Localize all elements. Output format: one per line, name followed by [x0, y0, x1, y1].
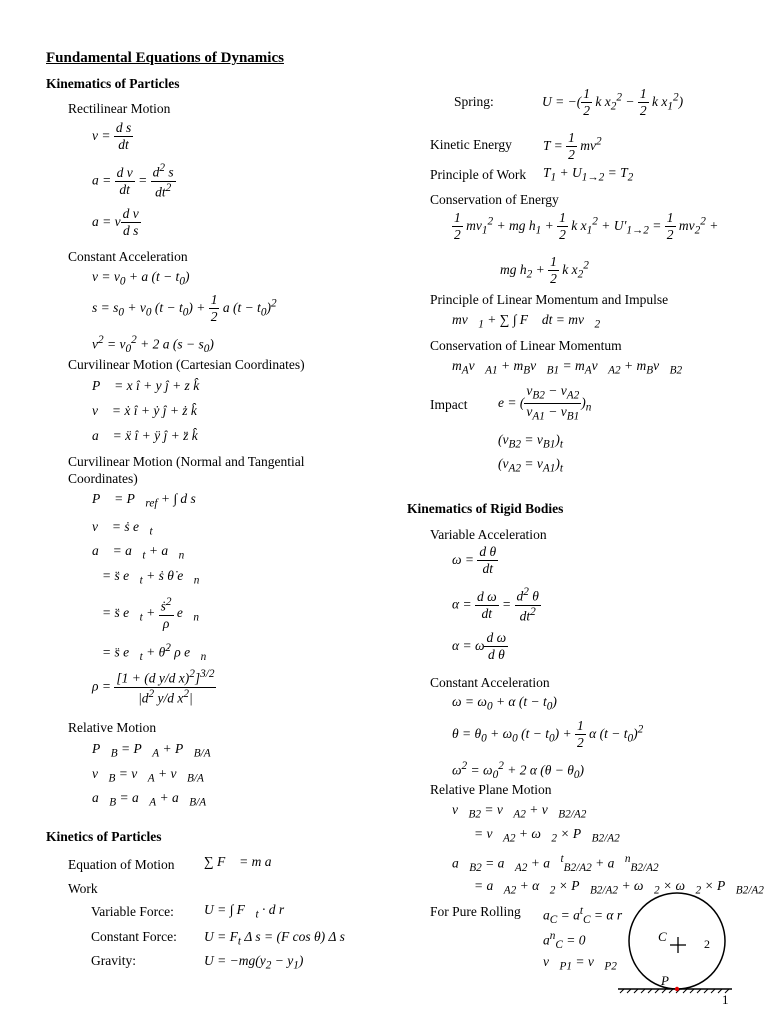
heading-conservation-momentum: Conservation of Linear Momentum	[430, 338, 622, 353]
label-pure-rolling: For Pure Rolling	[430, 904, 521, 919]
eq-accel-nt-3: = s̈ $e⃗_t$ + $\frac{ṡ^2}{\rho}$ $e⃗_n$	[102, 596, 200, 631]
eq-rel-plane-a1: $a⃗_{B2}$ = $a⃗_{A2}$ + a⃗$^t_{B2/A2}$ + a⃗$^n_{B2/A2}$	[452, 853, 659, 875]
eq-work-constant: $U = F_t$ Δ s = (F cos θ) Δ s	[204, 929, 345, 948]
eq-impact-t-a: $(v_{A2} = v_{A1})_t$	[498, 456, 563, 475]
heading-curvilinear-cartesian: Curvilinear Motion (Cartesian Coordinates)	[68, 357, 305, 372]
eq-work-gravity: $U = -mg(y_2 - y_1)$	[204, 953, 304, 972]
eq-work-variable: U = ∫ $F⃗_t \cdot d$ r⃗	[204, 902, 295, 921]
eq-velocity-nt: v⃗ = ṡ $e⃗_t$	[92, 519, 153, 538]
eq-accel-nt-2: = s̈ $e⃗_t$ + ṡ θ̇ $e⃗_n$	[102, 568, 200, 587]
eq-cons-energy-1: $\frac{1}{2}$ $mv_1^2$ + mg $h_1$ + $\frac{1}{2}$ k $x_1^2 + U'_{1\to 2}$ = $\frac{1}{2}$ $mv_2^2$ +	[454, 210, 719, 243]
eq-rel-velocity: $v⃗_B$ = $v⃗_A$ + $v⃗_{B/A}$	[92, 766, 204, 785]
heading-relative-motion: Relative Motion	[68, 720, 157, 735]
eq-omega-const: $\omega = \omega_0 + \alpha$ $(t - t_0)$	[452, 694, 557, 713]
eq-rel-plane-a2: = $a⃗_{A2}$ + $\alpha⃗_2$ × $P⃗_{B2/A2}$ + $\omega⃗_2$ × $\omega⃗_2$ × $P⃗_{B2/A2}$	[474, 878, 764, 897]
eq-v-const: $v = v_0 + a$ $(t - t_0)$	[92, 269, 190, 288]
section-kinetics-particles: Kinetics of Particles	[46, 829, 162, 844]
heading-conservation-energy: Conservation of Energy	[430, 192, 559, 207]
section-kinematics-rigid: Kinematics of Rigid Bodies	[407, 501, 564, 516]
label-impact: Impact	[430, 397, 468, 412]
eq-s-const: $s = s_0 + v_0$ $(t - t_0)$ + $\frac{1}{2}$ a $(t - t_0)^2$	[92, 292, 277, 325]
label-p: P	[661, 973, 669, 988]
eq-rel-accel: $a⃗_B$ = $a⃗_A$ + $a⃗_{B/A}$	[92, 790, 207, 809]
eq-alpha: α = $\frac{\text{d ω}}{dt}$ = $\frac{d^2 \theta}{dt^2}$	[452, 586, 539, 624]
label-principle-of-work: Principle of Work	[430, 167, 527, 182]
eq-radius-curvature: ρ = $\frac{[1 + (d y/d x)^2]^{3/2}}{|d^2 y/d x^2|}$	[92, 668, 215, 706]
eq-restitution: e = ( $\frac{v_{B2} - v_{A2}}{v_{A1} - v_{B1}}$ )$_n$	[498, 383, 592, 423]
heading-constant-acceleration-rigid: Constant Acceleration	[430, 675, 550, 690]
eq-velocity: v = $\frac{\text{d s}}{dt}$	[92, 120, 132, 153]
eq-accel-cartesian: a⃗ = ẍ î + ÿ ĵ + z̈ k̂	[92, 428, 198, 443]
eq-impulse: $mv⃗_1$ + ∑ ∫ F⃗ dt = $mv⃗_2$	[452, 312, 601, 331]
eq-accel-nt-4: = s̈ $e⃗_t$ + θ̇$^2$ ρ $e⃗_n$	[102, 642, 207, 664]
label-spring: Spring:	[454, 94, 494, 109]
eq-cons-momentum: $m_Av⃗_{A1}$ + $m_Bv⃗_{B1}$ = $m_Av⃗_{A2}$ + $m_Bv⃗_{B2}$	[452, 358, 683, 377]
label-equation-of-motion: Equation of Motion	[68, 857, 175, 872]
eq-omega: ω = $\frac{\text{d θ}}{dt}$	[452, 544, 497, 577]
eq-impact-t-b: $(v_{B2} = v_{B1})_t$	[498, 432, 563, 451]
eq-cons-energy-2: mg $h_2$ + $\frac{1}{2}$ k $x_2^2$	[500, 254, 589, 287]
label-kinetic-energy: Kinetic Energy	[430, 137, 512, 152]
eq-v2-const: $v^2 = v_0^2 + 2$ a $(s - s_0)$	[92, 334, 214, 356]
eq-omega2-const: $\omega^2 = \omega_0^2 + 2$ α $(\theta - \theta_0)$	[452, 760, 585, 782]
label-constant-force: Constant Force:	[91, 929, 177, 944]
eq-rel-position: $P⃗_B$ = $P⃗_A$ + $P⃗_{B/A}$	[92, 741, 211, 760]
eq-velocity-cartesian: v⃗ = ẋ î + ẏ ĵ + ż k̂	[92, 403, 197, 418]
label-2: 2	[704, 937, 710, 951]
heading-rectilinear-motion: Rectilinear Motion	[68, 101, 171, 116]
eq-position-cartesian: P⃗ = x î + y ĵ + z k̂	[92, 378, 200, 393]
heading-linear-momentum-impulse: Principle of Linear Momentum and Impulse	[430, 292, 669, 307]
label-work: Work	[68, 881, 98, 896]
label-variable-force: Variable Force:	[91, 904, 174, 919]
heading-variable-acceleration: Variable Acceleration	[430, 527, 547, 542]
eq-alpha-omega: α = ω $\frac{\text{d ω}}{\text{d θ}}$	[452, 630, 507, 663]
label-gravity: Gravity:	[91, 953, 136, 968]
heading-relative-plane-motion: Relative Plane Motion	[430, 782, 552, 797]
eq-newton: ∑ F⃗ = m a⃗	[204, 854, 282, 869]
eq-theta-const: $\theta = \theta_0 + \omega_0$ $(t - t_0)$ + $\frac{1}{2}$ α $(t - t_0)^2$	[452, 718, 644, 751]
page-number: 1	[722, 992, 729, 1007]
rolling-wheel-diagram	[614, 872, 736, 994]
eq-principle-work: $T_1 + U_{1\to 2} = T_2$	[543, 165, 634, 184]
eq-position-nt: P⃗ = $P⃗_{ref}$ + ∫ d s⃗	[92, 491, 207, 510]
heading-curvilinear-nt-2: Coordinates)	[68, 471, 138, 486]
heading-curvilinear-nt-1: Curvilinear Motion (Normal and Tangential	[68, 454, 305, 469]
eq-rolling-accel: $a_C = a^t_C = \alpha$ r	[543, 905, 623, 927]
label-c: C	[658, 929, 667, 944]
eq-work-spring: U = −( $\frac{1}{2}$ k $x_2^2$ − $\frac{1}{2}$ k $x_1^2$)	[542, 86, 684, 119]
eq-kinetic-energy: T = $\frac{1}{2}$ $mv^2$	[543, 130, 602, 163]
eq-rolling-normal: $a^n_C = 0$	[543, 930, 586, 952]
wheel-circle	[629, 893, 725, 989]
eq-rolling-contact: $v⃗_{P1}$ = $v⃗_{P2}$	[543, 954, 617, 973]
heading-constant-acceleration: Constant Acceleration	[68, 249, 188, 264]
eq-rel-plane-v1: $v⃗_{B2}$ = $v⃗_{A2}$ + $v⃗_{B2/A2}$	[452, 802, 587, 821]
eq-acceleration: a = $\frac{\text{d v}}{dt}$ = $\frac{d^2 s}{dt^2}$	[92, 162, 174, 200]
eq-accel-vdv: a = v $\frac{\text{d v}}{\text{d s}}$	[92, 206, 139, 239]
contact-point-marker	[675, 987, 679, 991]
eq-accel-nt: a⃗ = $a⃗_t$ + $a⃗_n$	[92, 543, 185, 562]
eq-rel-plane-v2: = $v⃗_{A2}$ + $\omega⃗_2$ × $P⃗_{B2/A2}$	[474, 826, 620, 845]
section-kinematics-particles: Kinematics of Particles	[46, 76, 180, 91]
page-title: Fundamental Equations of Dynamics	[46, 50, 284, 66]
